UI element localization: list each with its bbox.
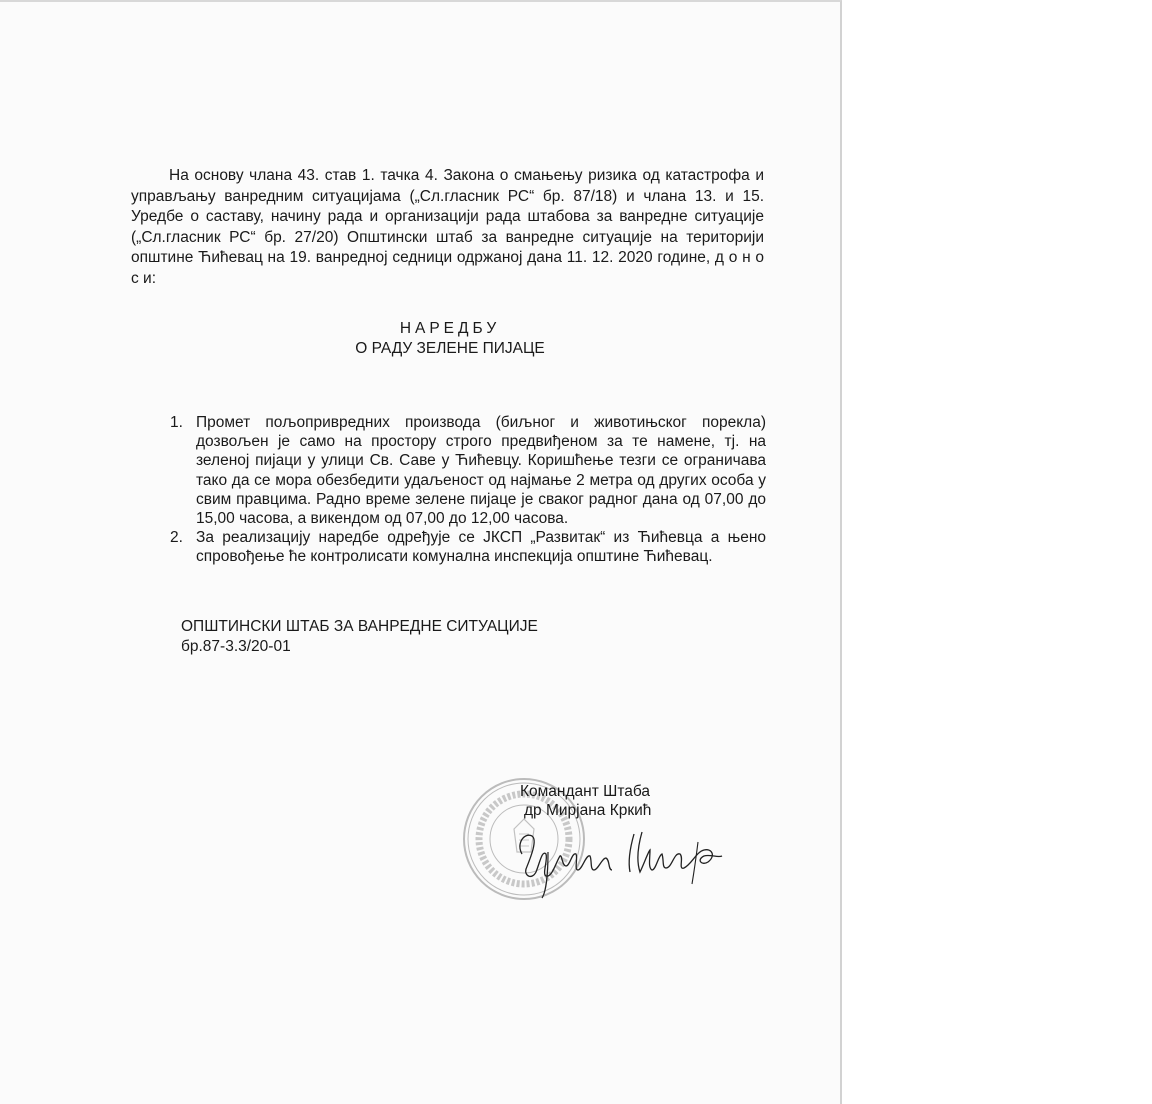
document-title: НАРЕДБУ — [399, 320, 501, 337]
list-item — [170, 528, 766, 566]
issuer-name: ОПШТИНСКИ ШТАБ ЗА ВАНРЕДНЕ СИТУАЦИЈЕ — [181, 618, 538, 635]
reference-number: бр.87-3.3/20-01 — [181, 638, 291, 655]
order-items-list — [170, 413, 766, 567]
signatory-name: др Мирјана Кркић — [524, 802, 652, 819]
handwritten-signature-icon — [512, 814, 732, 904]
signatory-role: Командант Штаба — [520, 783, 651, 800]
document-subtitle: О РАДУ ЗЕЛЕНЕ ПИЈАЦЕ — [355, 340, 545, 357]
preamble-paragraph: На основу члана 43. став 1. тачка 4. Закона о смањењу ризика од катастрофа и управљању ванредним ситуацијама („Сл.гласник РС“ бр. 87/18) и члана 13. и 15. Уредбе о саставу, начину рада и организацији рада штабова за ванредне ситуације („Сл.гласник РС“ бр. 27/20) Општински штаб за ванредне ситуације на територији општине Ћићевац на 19. ванредној седници одржаној дана 11. 12. 2020 године, д о н о с и: — [131, 167, 764, 287]
list-item — [170, 413, 766, 528]
item-text: За реализацију наредбе одређује се ЈКСП „Развитак“ из Ћићевца а њено спровођење ће контролисати комунална инспекција општине Ћићевац. — [196, 529, 766, 566]
item-number: 1. — [170, 414, 183, 431]
item-number: 2. — [170, 529, 183, 547]
item-text: Промет пољопривредних производа (биљног и животињског порекла) дозвољен је само на простору строго предвиђеном за те намене, тј. на зеленој пијаци у улици Св. Саве у Ћићевцу. Коришћење тезги се ограничава тако да се мора обезбедити удаљеност од најмање 2 метра од других особа у свим правцима. Радно време зелене пијаце је сваког радног дана од 07,00 до 15,00 часова, а викендом од 07,00 до 12,00 часова. — [196, 414, 766, 528]
